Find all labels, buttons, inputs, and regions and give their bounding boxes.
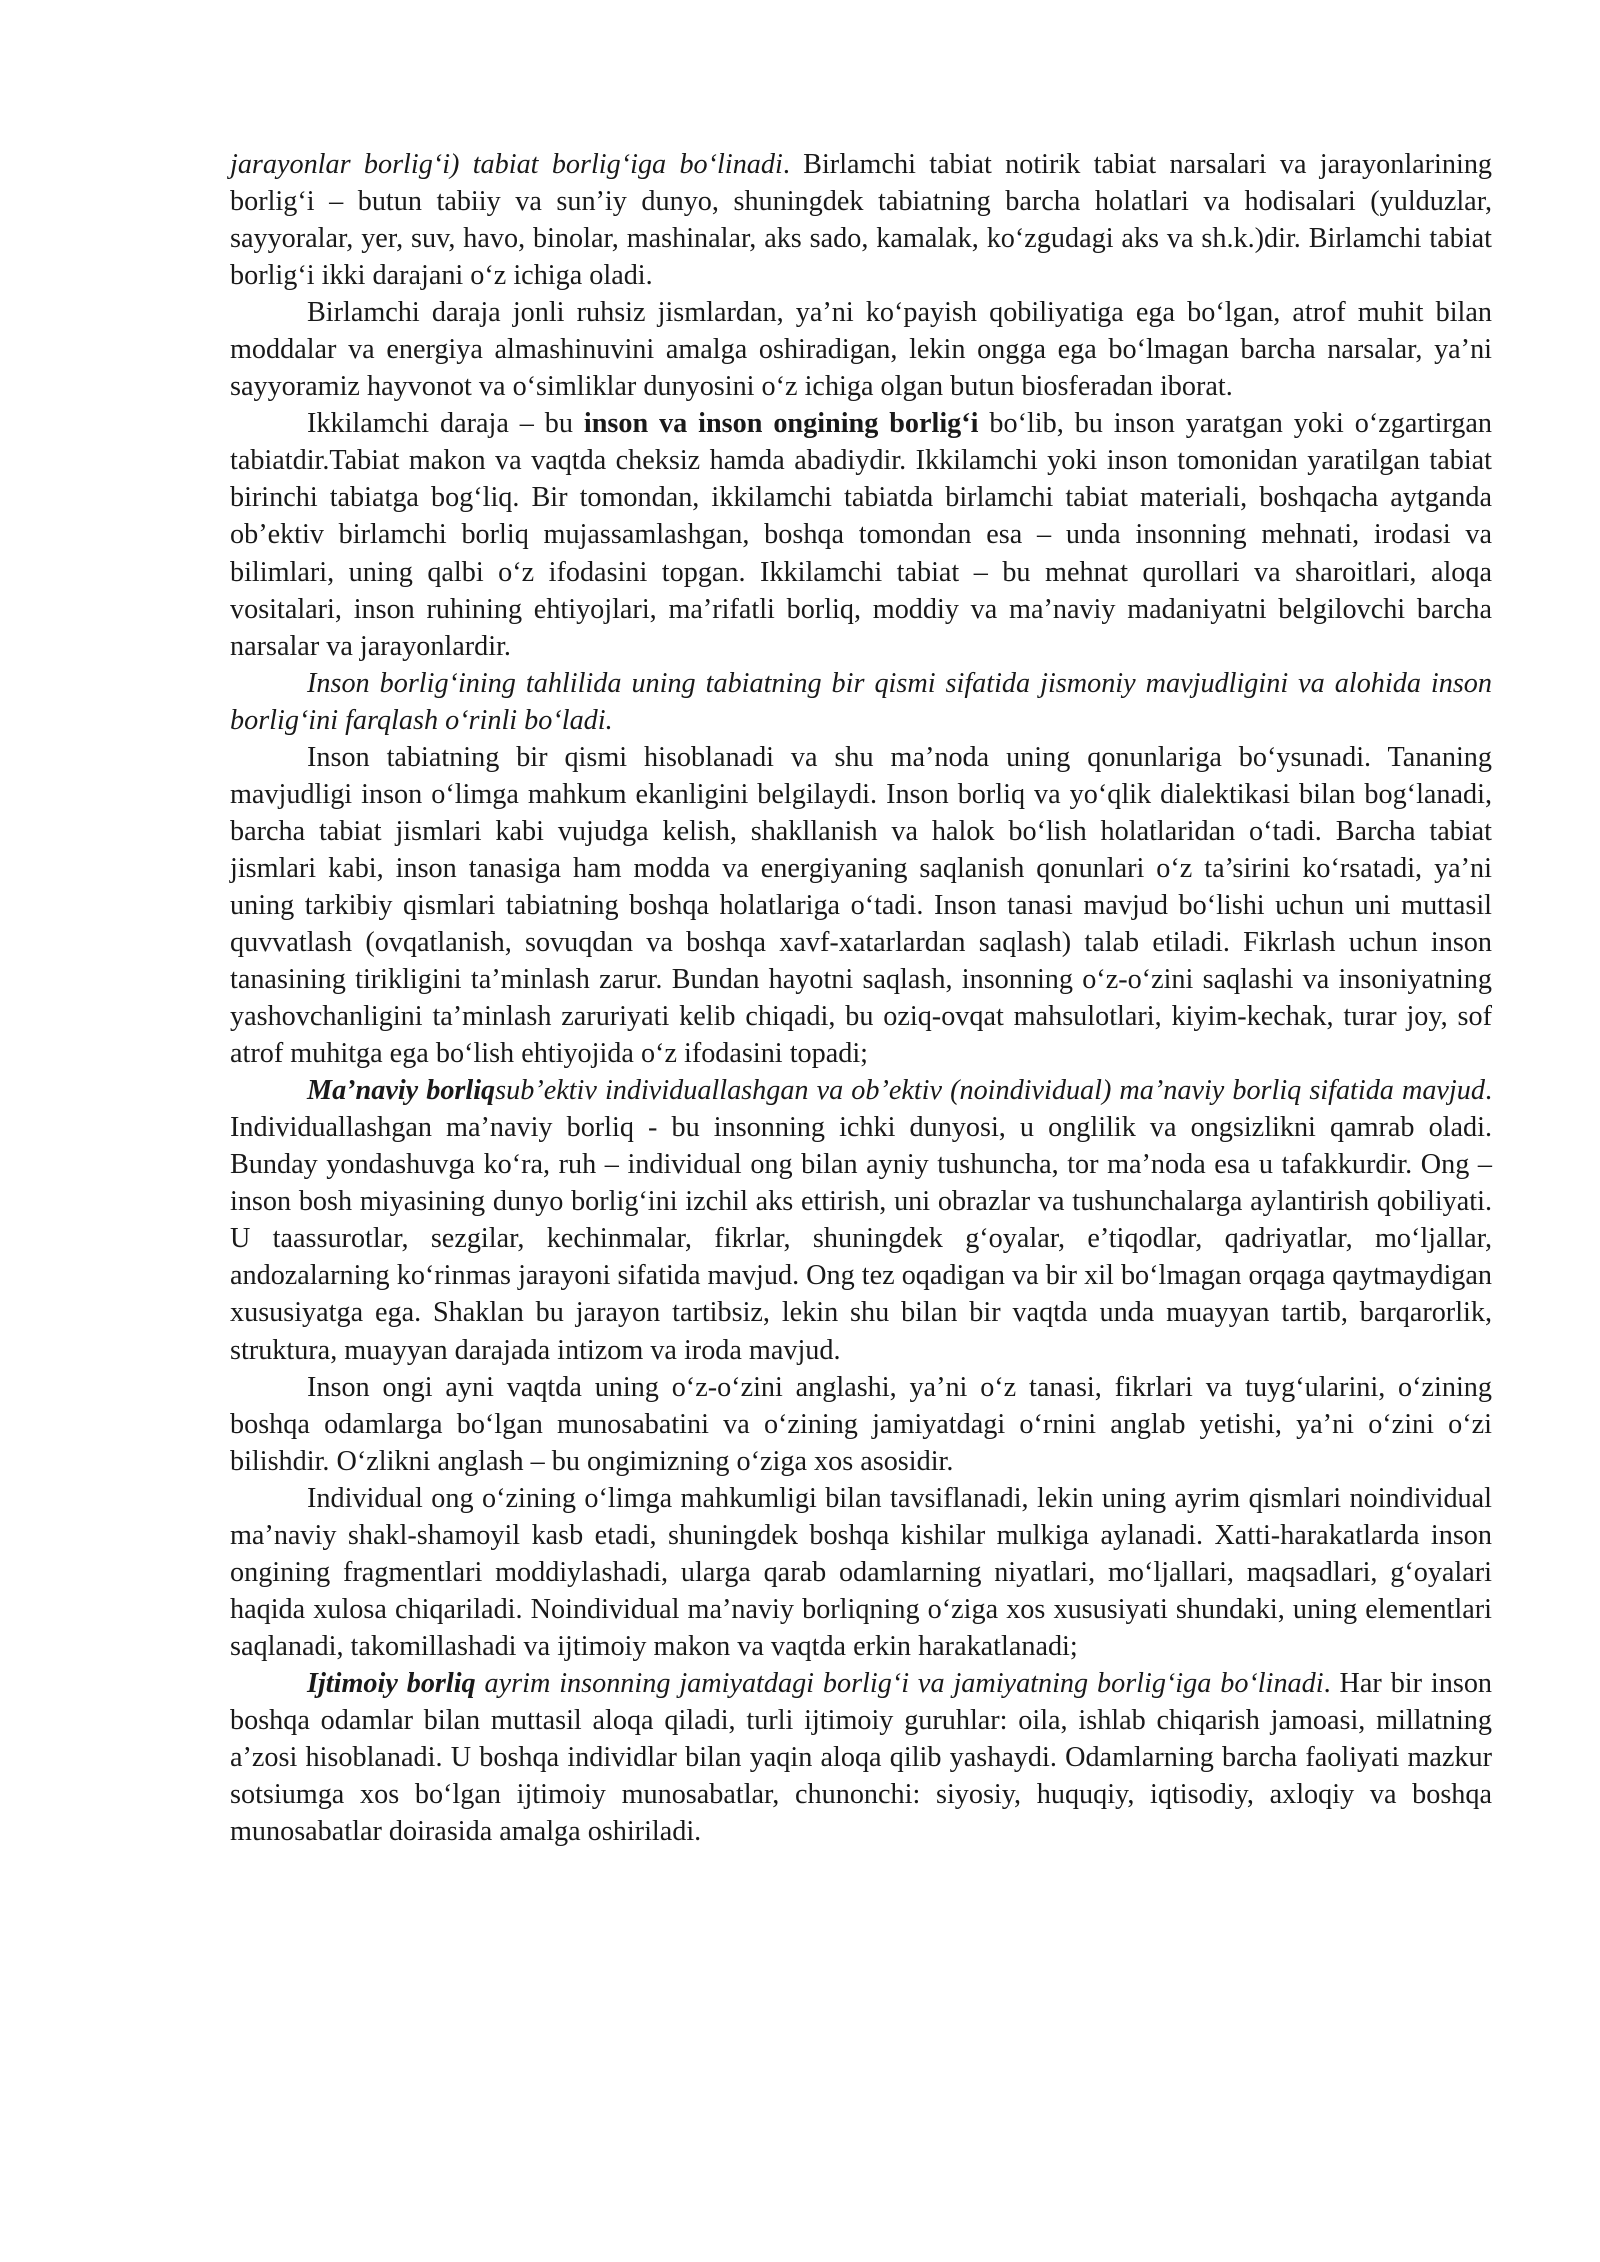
- text-run: Birlamchi daraja jonli ruhsiz jismlardan, ya’ni ko‘payish qobiliyatiga ega bo‘lgan, atrof muhit bilan moddalar va energiya almashinuvini amalga oshiradigan, lekin ongga ega bo‘lmagan barcha narsalar, ya’ni sayyoramiz hayvonot va o‘simliklar dunyosini o‘z ichiga olgan butun biosferadan iborat.: [230, 297, 1492, 403]
- italic-run: sub’ektiv individuallashgan va ob’ektiv (noindividual) ma’naviy borliq sifatida mavjud: [495, 1075, 1485, 1107]
- text-run: . Har bir inson boshqa odamlar bilan muttasil aloqa qiladi, turli ijtimoiy guruhlar: oila, ishlab chiqarish jamoasi, millatning a’zosi hisoblanadi. U boshqa individlar bilan yaqin aloqa qilib yashaydi. Odamlarning barcha faoliyati mazkur sotsiumga xos bo‘lgan ijtimoiy munosabatlar, chunonchi: siyosiy, huquqiy, iqtisodiy, axloqiy va boshqa munosabatlar doirasida amalga oshiriladi.: [230, 1667, 1493, 1848]
- paragraph-9: [230, 1665, 1492, 1850]
- bold-run: inson va inson ongining borlig‘i: [583, 408, 979, 440]
- text-run: Individual ong o‘zining o‘limga mahkumligi bilan tavsiflanadi, lekin uning ayrim qismlari noindividual ma’naviy shakl-shamoyil kasb etadi, shuningdek boshqa kishilar mulkiga aylanadi. Xatti-harakatlarda inson ongining fragmentlari moddiylashadi, ularga qarab odamlarning niyatlari, mo‘ljallari, maqsadlari, g‘oyalari haqida xulosa chiqariladi. Noindividual ma’naviy borliqning o‘ziga xos xususiyati shundaki, uning elementlari saqlanadi, takomillashadi va ijtimoiy makon va vaqtda erkin harakatlanadi;: [230, 1482, 1492, 1662]
- paragraph-1: [230, 146, 1492, 294]
- document-page: [230, 146, 1492, 1850]
- text-run: Inson tabiatning bir qismi hisoblanadi va shu ma’noda uning qonunlariga bo‘ysunadi. Tananing mavjudligi inson o‘limga mahkum ekanligini belgilaydi. Inson borliq va yo‘qlik dialektikasi bilan bog‘lanadi, barcha tabiat jismlari kabi vujudga kelish, shakllanish va halok bo‘lish holatlaridan o‘tadi. Barcha tabiat jismlari kabi, inson tanasiga ham modda va energiyaning saqlanish qonunlari o‘z ta’sirini ko‘rsatadi, ya’ni uning tarkibiy qismlari tabiatning boshqa holatlariga o‘tadi. Inson tanasi mavjud bo‘lishi uchun uni muttasil quvvatlash (ovqatlanish, sovuqdan va boshqa xavf-xatarlardan saqlash) talab etiladi. Fikrlash uchun inson tanasining tirikligini ta’minlash zarur. Bundan hayotni saqlash, insonning o‘z-o‘zini saqlashi va insoniyatning yashovchanligini ta’minlash zaruriyati kelib chiqadi, bu oziq-ovqat mahsulotlari, kiyim-kechak, turar joy, sof atrof muhitga ega bo‘lish ehtiyojida o‘z ifodasini topadi;: [230, 741, 1492, 1070]
- italic-run: Inson borlig‘ining tahlilida uning tabiatning bir qismi sifatida jismoniy mavjudligini va alohida inson borlig‘ini farqlash o‘rinli bo‘ladi.: [230, 667, 1492, 736]
- bold-italic-run: Ma’naviy borliq: [307, 1075, 496, 1107]
- paragraph-8: [230, 1480, 1492, 1665]
- paragraph-3: [230, 405, 1492, 664]
- text-run: Ikkilamchi daraja – bu: [307, 408, 584, 440]
- paragraph-7: [230, 1369, 1492, 1480]
- text-run: bo‘lib, bu inson yaratgan yoki o‘zgartirgan tabiatdir.Tabiat makon va vaqtda cheksiz hamda abadiydir. Ikkilamchi yoki inson tomonidan yaratilgan tabiat birinchi tabiatga bog‘liq. Bir tomondan, ikkilamchi tabiatda birlamchi tabiat materiali, boshqacha aytganda ob’ektiv birlamchi borliq mujassamlashgan, boshqa tomondan esa – unda insonning mehnati, irodasi va bilimlari, uning qalbi o‘z ifodasini topgan. Ikkilamchi tabiat – bu mehnat qurollari va sharoitlari, aloqa vositalari, inson ruhining ehtiyojlari, ma’rifatli borliq, moddiy va ma’naviy madaniyatni belgilovchi barcha narsalar va jarayonlardir.: [230, 408, 1492, 662]
- text-run: . Birlamchi tabiat notirik tabiat narsalari va jarayonlarining borlig‘i – butun tabiiy va sun’iy dunyo, shuningdek tabiatning barcha holatlari va hodisalari (yulduzlar, sayyoralar, yer, suv, havo, binolar, mashinalar, aks sado, kamalak, ko‘zgudagi aks va sh.k.)dir. Birlamchi tabiat borlig‘i ikki darajani o‘z ichiga oladi.: [230, 149, 1493, 292]
- text-run: . Individuallashgan ma’naviy borliq - bu insonning ichki dunyosi, u onglilik va ongsizlikni qamrab oladi. Bunday yondashuvga ko‘ra, ruh – individual ong bilan ayniy tushuncha, tor ma’noda esa u tafakkurdir. Ong – inson bosh miyasining dunyo borlig‘ini izchil aks ettirish, uni obrazlar va tushunchalarga aylantirish qobiliyati. U taassurotlar, sezgilar, kechinmalar, fikrlar, shuningdek g‘oyalar, e’tiqodlar, qadriyatlar, mo‘ljallar, andozalarning ko‘rinmas jarayoni sifatida mavjud. Ong tez oqadigan va bir xil bo‘lmagan orqaga qaytmaydigan xususiyatga ega. Shaklan bu jarayon tartibsiz, lekin shu bilan bir vaqtda unda muayyan tartib, barqarorlik, struktura, muayyan darajada intizom va iroda mavjud.: [230, 1075, 1492, 1366]
- paragraph-4: [230, 665, 1492, 739]
- bold-italic-run: Ijtimoiy borliq: [307, 1667, 476, 1699]
- paragraph-6: [230, 1072, 1492, 1368]
- text-run: Inson ongi ayni vaqtda uning o‘z-o‘zini anglashi, ya’ni o‘z tanasi, fikrlari va tuyg‘ularini, o‘zining boshqa odamlarga bo‘lgan munosabatini va o‘zining jamiyatdagi o‘rnini anglab yetishi, ya’ni o‘zini o‘zi bilishdir. O‘zlikni anglash – bu ongimizning o‘ziga xos asosidir.: [230, 1371, 1492, 1477]
- italic-run: jarayonlar borlig‘i) tabiat borlig‘iga bo‘linadi: [230, 149, 783, 180]
- paragraph-5: [230, 739, 1492, 1072]
- paragraph-2: [230, 294, 1492, 405]
- italic-run: ayrim insonning jamiyatdagi borlig‘i va jamiyatning borlig‘iga bo‘linadi: [475, 1667, 1324, 1699]
